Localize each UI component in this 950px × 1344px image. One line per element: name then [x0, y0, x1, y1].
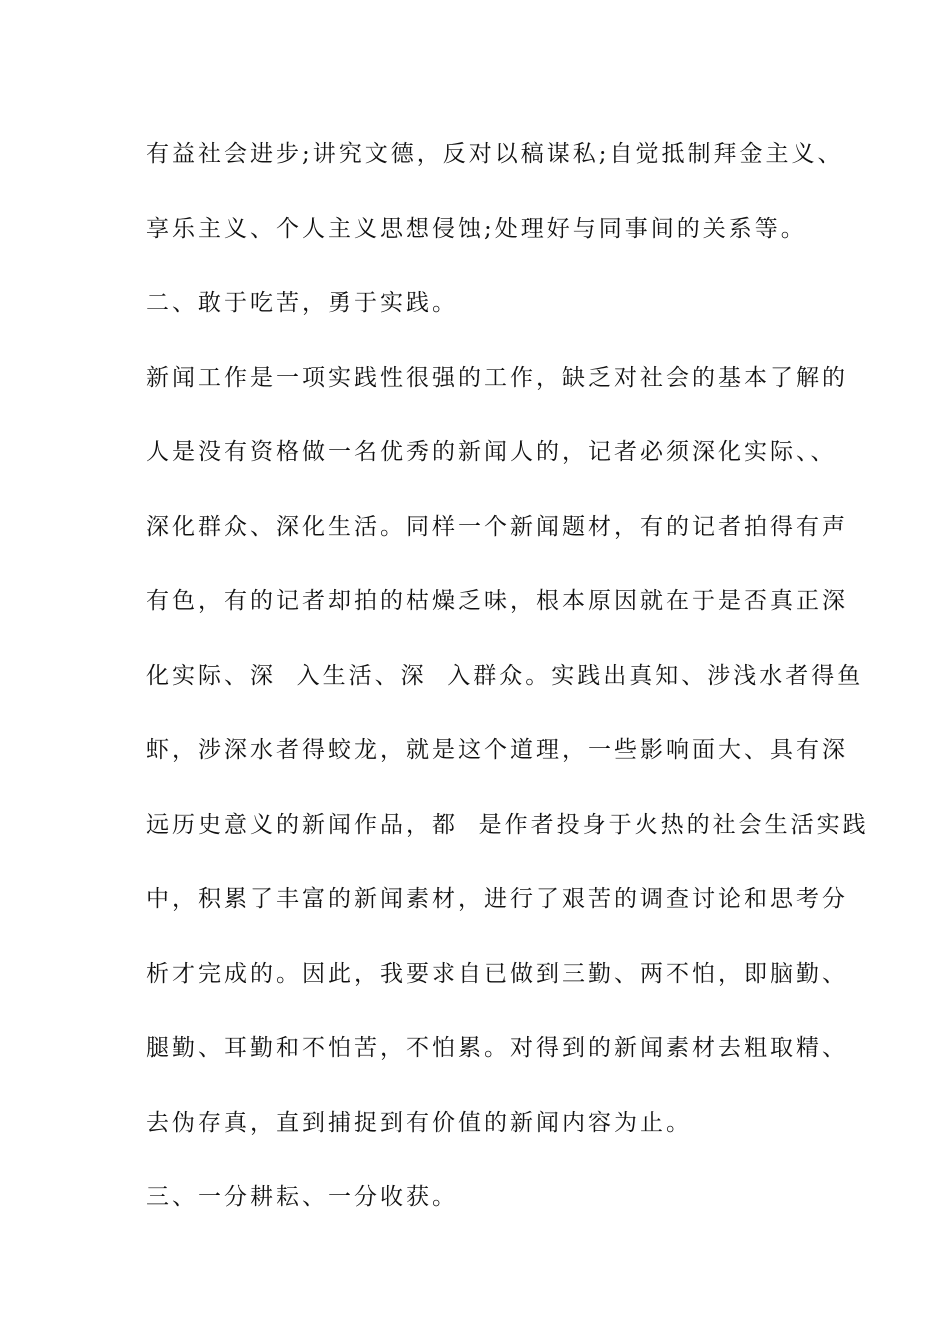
text-line: 有益社会进步;讲究文德，反对以稿谋私;自觉抵制拜金主义、 — [146, 141, 844, 167]
text-line: 新闻工作是一项实践性很强的工作，缺乏对社会的基本了解的 — [146, 364, 848, 391]
text-line: 人是没有资格做一名优秀的新闻人的，记者必须深化实际、、 — [146, 439, 837, 465]
text-line: 析才完成的。因此，我要求自已做到三勤、两不怕，即脑勤、 — [146, 960, 848, 987]
text-line: 享乐主义、个人主义思想侵蚀;处理好与同事间的关系等。 — [146, 215, 807, 242]
text-line: 深化群众、深化生活。同样一个新闻题材，有的记者拍得有声 — [146, 513, 848, 540]
text-line: 化实际、深 入生活、深 入群众。实践出真知、涉浅水者得鱼 — [146, 662, 864, 689]
text-line: 中，积累了丰富的新闻素材，进行了艰苦的调查讨论和思考分 — [146, 886, 848, 912]
document-body — [146, 128, 869, 1246]
text-line: 腿勤、耳勤和不怕苦，不怕累。对得到的新闻素材去粗取精、 — [146, 1035, 848, 1061]
text-line: 远历史意义的新闻作品，都 是作者投身于火热的社会生活实践 — [146, 811, 869, 838]
section-heading: 二、敢于吃苦，勇于实践。 — [146, 290, 458, 316]
text-line: 虾，涉深水者得蛟龙，就是这个道理，一些影响面大、具有深 — [146, 737, 848, 763]
section-heading: 三、一分耕耘、一分收获。 — [146, 1184, 458, 1210]
text-line: 去伪存真，直到捕捉到有价值的新闻内容为止。 — [146, 1109, 692, 1136]
text-line: 有色，有的记者却拍的枯燥乏味，根本原因就在于是否真正深 — [146, 588, 848, 614]
